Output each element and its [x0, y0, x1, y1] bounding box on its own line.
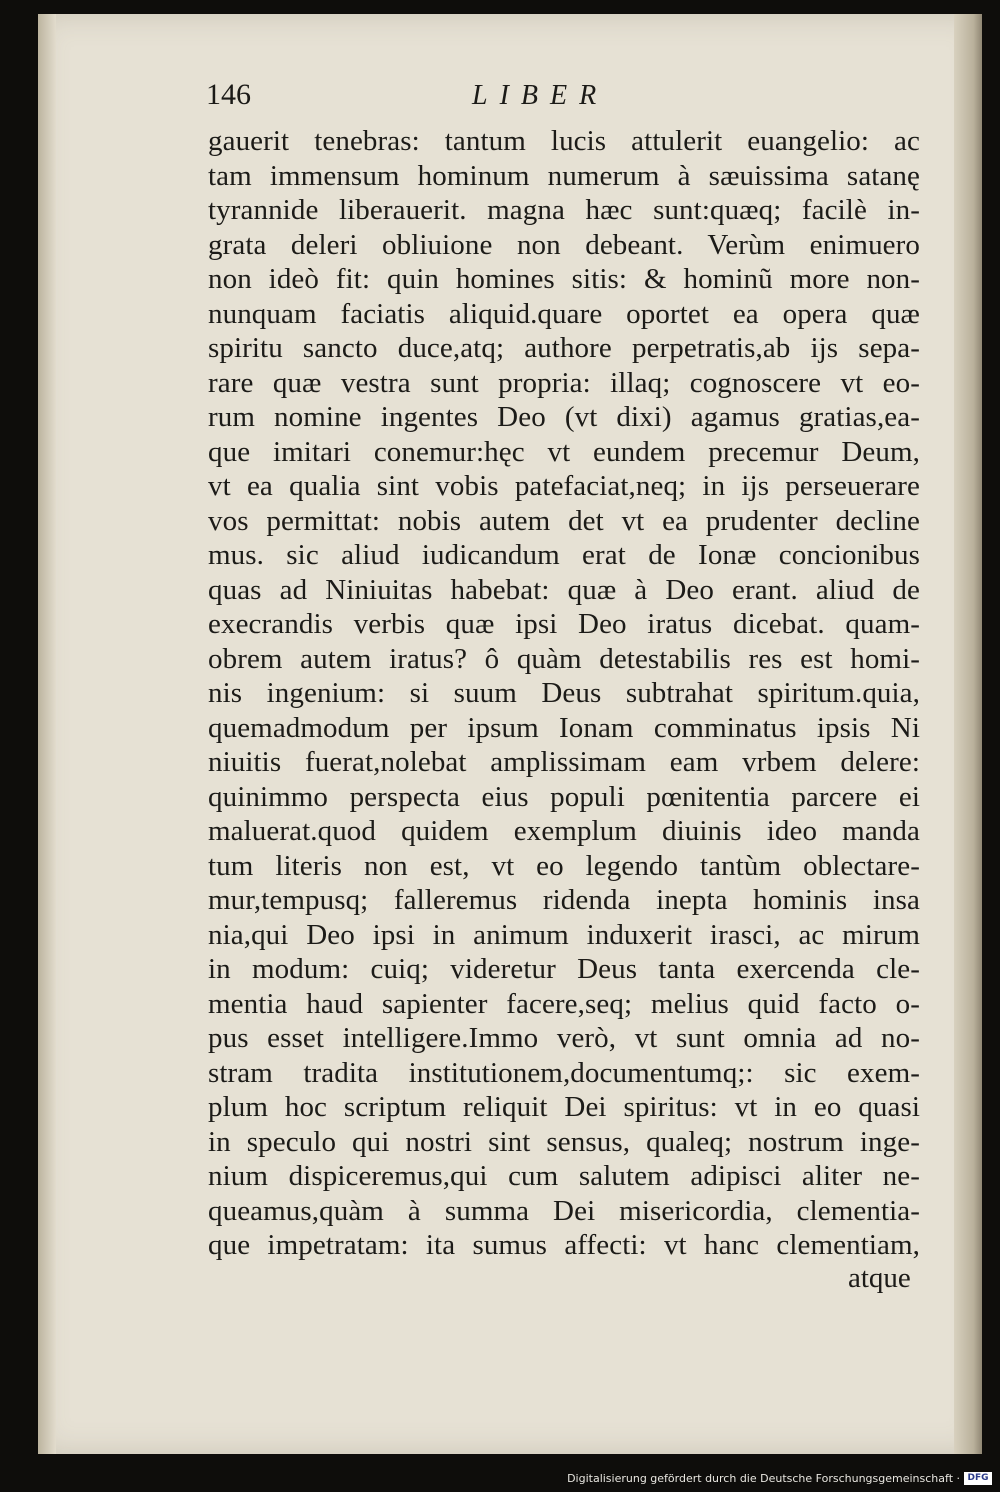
text-line: rum nomine ingentes Deo (vt dixi) agamus gratias,ea- [208, 401, 920, 433]
text-line: mur,tempusq; falleremus ridenda inepta hominis insa [208, 884, 920, 916]
text-line: spiritu sancto duce,atq; authore perpetratis,ab ijs sepa- [208, 332, 920, 364]
text-line: tyrannide liberauerit. magna hæc sunt:quæq; facilè in- [208, 194, 920, 226]
text-line: quas ad Niniuitas habebat: quæ à Deo erant. aliud de [208, 573, 920, 606]
text-line: rare quæ vestra sunt propria: illaq; cognoscere vt eo- [208, 366, 920, 399]
text-line: mentia haud sapienter facere,seq; melius quid facto o- [208, 987, 920, 1020]
text-line: stram tradita institutionem,documentumq;: sic exem- [208, 1056, 920, 1089]
text-line: in modum: cuiq; videretur Deus tanta exercenda cle- [208, 953, 920, 985]
page-header [206, 78, 926, 118]
text-line: grata deleri obliuione non debeant. Verùm enimuero [208, 228, 920, 261]
page-fore-edge [954, 14, 982, 1454]
text-line: que impetratam: ita sumus affecti: vt hanc clementiam, [208, 1229, 920, 1261]
dfg-logo: DFG [964, 1472, 992, 1485]
text-line: plum hoc scriptum reliquit Dei spiritus: vt in eo quasi [208, 1091, 920, 1123]
text-line: niuitis fuerat,nolebat amplissimam eam vrbem delere: [208, 746, 920, 778]
text-line: tam immensum hominum numerum à sæuissima satanę [208, 159, 920, 192]
catchword: atque [848, 1262, 911, 1294]
text-line: nia,qui Deo ipsi in animum induxerit irasci, ac mirum [208, 918, 920, 951]
text-line: que imitari conemur:hęc vt eundem precemur Deum, [208, 435, 920, 468]
running-head: LIBER [472, 80, 609, 111]
text-line: non ideò fit: quin homines sitis: & hominũ more non- [208, 263, 920, 295]
text-line: vos permittat: nobis autem det vt ea prudenter decline [208, 504, 920, 537]
text-line: obrem autem iratus? ô quàm detestabilis res est homi- [208, 642, 920, 675]
text-line: maluerat.quod quidem exemplum diuinis ideo manda [208, 815, 920, 847]
text-line: nium dispiceremus,qui cum salutem adipisci aliter ne- [208, 1160, 920, 1192]
text-line: mus. sic aliud iudicandum erat de Ionæ concionibus [208, 539, 920, 571]
text-line: quemadmodum per ipsum Ionam comminatus ipsis Ni [208, 711, 920, 744]
page-gutter-edge [38, 14, 56, 1454]
page-number: 146 [206, 78, 251, 111]
text-line: pus esset intelligere.Immo verò, vt sunt omnia ad no- [208, 1022, 920, 1054]
text-line: vt ea qualia sint vobis patefaciat,neq; in ijs perseuerare [208, 470, 920, 502]
text-line: execrandis verbis quæ ipsi Deo iratus dicebat. quam- [208, 608, 920, 640]
footer-bar [0, 1470, 1000, 1492]
text-line: in speculo qui nostri sint sensus, qualeq; nostrum inge- [208, 1125, 920, 1158]
text-line: gauerit tenebras: tantum lucis attulerit euangelio: ac [208, 125, 920, 157]
text-line: quinimmo perspecta eius populi pœnitentia parcere ei [208, 780, 920, 813]
text-line: nunquam faciatis aliquid.quare oportet ea opera quæ [208, 297, 920, 330]
text-line: nis ingenium: si suum Deus subtrahat spiritum.quia, [208, 677, 920, 709]
funding-credit: Digitalisierung gefördert durch die Deutsche Forschungsgemeinschaft · [567, 1472, 960, 1485]
text-line: tum literis non est, vt eo legendo tantùm oblectare- [208, 849, 920, 882]
body-text [208, 124, 920, 1263]
text-line: queamus,quàm à summa Dei misericordia, clementia- [208, 1194, 920, 1227]
